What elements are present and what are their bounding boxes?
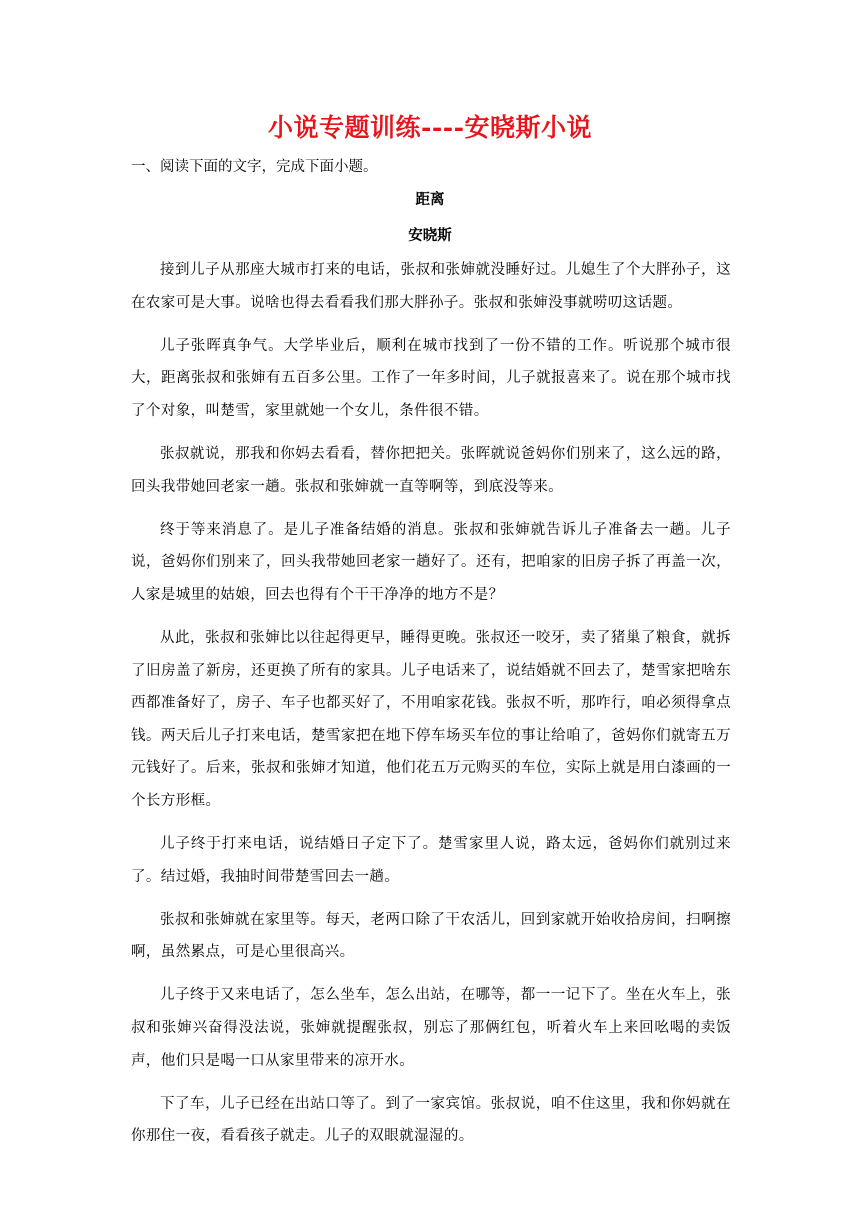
story-paragraph: 接到儿子从那座大城市打来的电话，张叔和张婶就没睡好过。儿媳生了个大胖孙子，这在农家可是大事。说啥也得去看看我们那大胖孙子。张叔和张婶没事就唠叨这话题。 [131, 262, 731, 311]
question-instruction: 一、阅读下面的文字，完成下面小题。 [131, 159, 378, 175]
story-paragraph: 张叔就说，那我和你妈去看看，替你把把关。张晖就说爸妈你们别来了，这么远的路，回头我带她回老家一趟。张叔和张婶就一直等啊等，到底没等来。 [131, 445, 731, 495]
story-paragraph: 张叔和张婶就在家里等。每天，老两口除了干农活儿，回到家就开始收拾房间，扫啊擦啊，虽然累点，可是心里很高兴。 [131, 911, 731, 961]
story-title: 距离 [415, 191, 445, 208]
story-paragraph: 儿子张晖真争气。大学毕业后，顺利在城市找到了一份不错的工作。听说那个城市很大，距离张叔和张婶有五百多公里。工作了一年多时间，儿子就报喜来了。说在那个城市找了个对象，叫楚雪，家里就她一个女儿，条件很不错。 [131, 337, 731, 419]
story-paragraph: 从此，张叔和张婶比以往起得更早，睡得更晚。张叔还一咬牙，卖了猪巢了粮食，就拆了旧房盖了新房，还更换了所有的家具。儿子电话来了，说结婚就不回去了，楚雪家把啥东西都准备好了，房子、车子也都买好了，不用咱家花钱。张叔不听，那咋行，咱必须得拿点钱。两天后儿子打来电话，楚雪家把在地下停车场买车位的事让给咱了，爸妈你们就寄五万元钱好了。后来，张叔和张婶才知道，他们花五万元购买的车位，实际上就是用白漆画的一个长方形框。 [131, 629, 731, 809]
story-paragraph: 儿子终于又来电话了，怎么坐车，怎么出站，在哪等，都一一记下了。坐在火车上，张叔和张婶兴奋得没法说，张婶就提醒张叔，别忘了那俩红包，听着火车上来回吆喝的卖饭声，他们只是喝一口从家里带来的凉开水。 [131, 987, 731, 1069]
story-author: 安晓斯 [408, 227, 452, 244]
story-paragraph: 终于等来消息了。是儿子准备结婚的消息。张叔和张婶就告诉儿子准备去一趟。儿子说，爸妈你们别来了，回头我带她回老家一趟好了。还有，把咱家的旧房子拆了再盖一次，人家是城里的姑娘，回去也得有个干干净净的地方不是？ [131, 521, 731, 603]
story-paragraph: 儿子终于打来电话，说结婚日子定下了。楚雪家里人说，路太远，爸妈你们就别过来了。结过婚，我抽时间带楚雪回去一趟。 [131, 836, 731, 885]
story-paragraph: 下了车，儿子已经在出站口等了。到了一家宾馆。张叔说，咱不住这里，我和你妈就在你那住一夜，看看孩子就走。儿子的双眼就湿湿的。 [131, 1095, 731, 1145]
document-title: 小说专题训练----安晓斯小说 [267, 113, 592, 142]
story-body [131, 254, 731, 1163]
